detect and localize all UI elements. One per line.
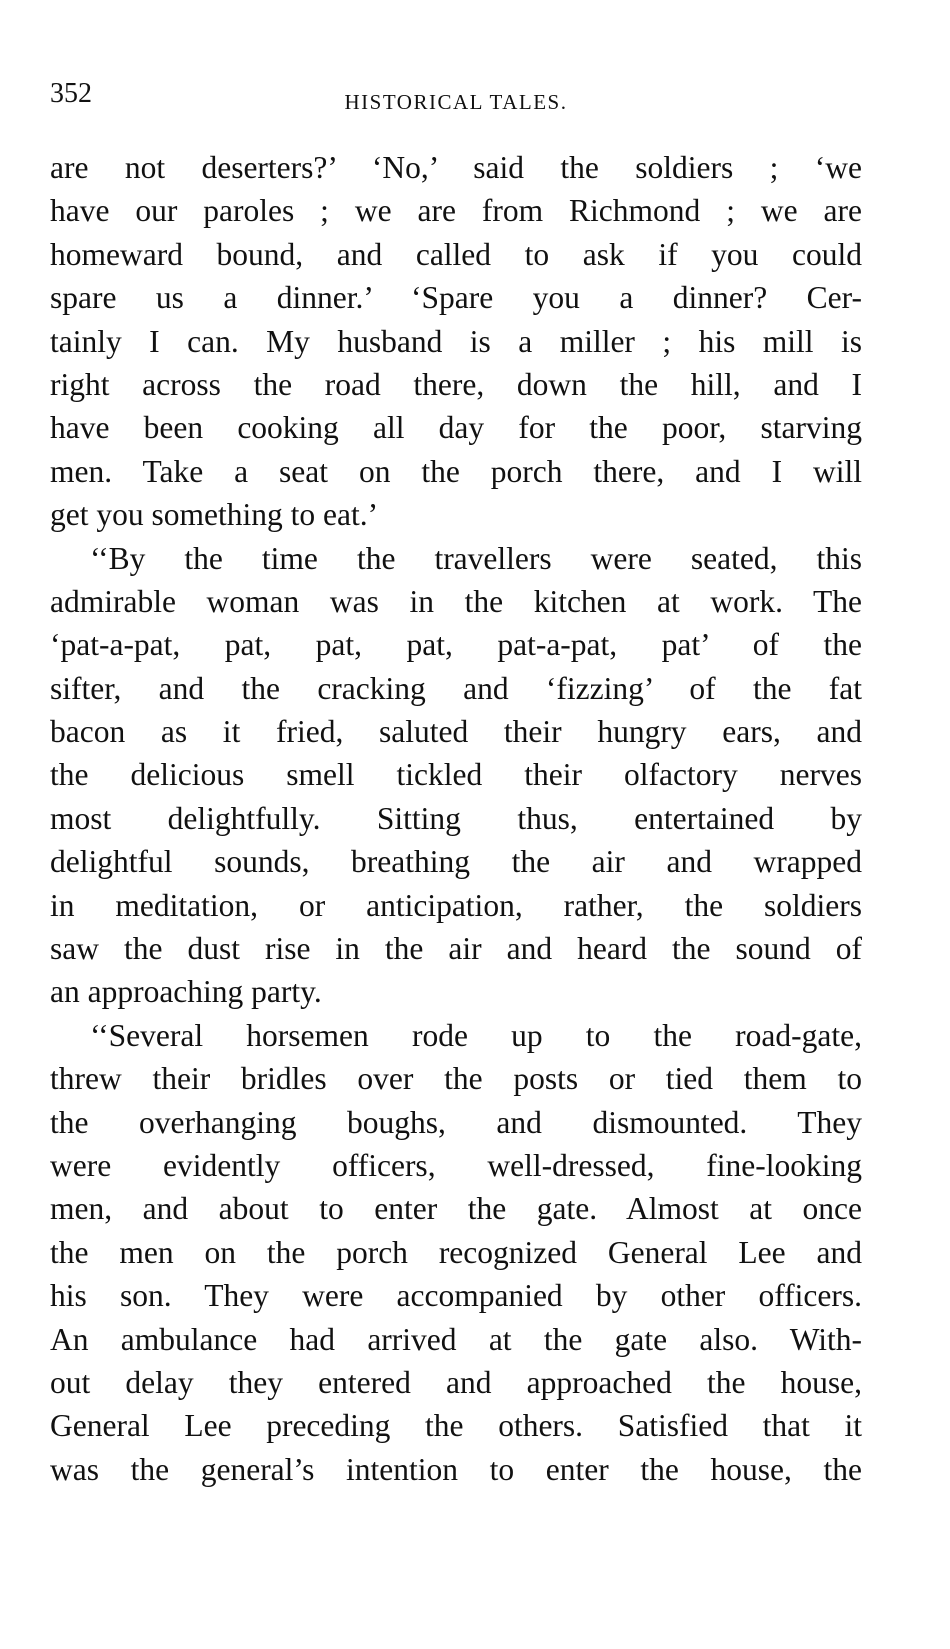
text-line: men. Take a seat on the porch there, and I will — [50, 453, 862, 489]
text-line: General Lee preceding the others. Satisfied that it — [50, 1408, 862, 1444]
text-line: spare us a dinner.’ ‘Spare you a dinner? Cer- — [50, 280, 862, 316]
text-line: ‘pat-a-pat, pat, pat, pat, pat-a-pat, pat’ of the — [50, 627, 862, 663]
paragraph — [50, 146, 862, 537]
text-line: out delay they entered and approached the house, — [50, 1364, 862, 1400]
text-line: an approaching party. — [50, 974, 322, 1010]
text-line: his son. They were accompanied by other officers. — [50, 1278, 862, 1314]
text-line: get you something to eat.’ — [50, 497, 379, 533]
body-text — [50, 146, 862, 1491]
text-line: were evidently officers, well-dressed, fine-looking — [50, 1147, 862, 1183]
text-line: admirable woman was in the kitchen at work. The — [50, 583, 862, 619]
text-line: right across the road there, down the hill, and I — [50, 366, 862, 402]
running-title: HISTORICAL TALES. — [344, 90, 568, 114]
text-line: ‘‘By the time the travellers were seated, this — [90, 540, 862, 576]
text-line: most delightfully. Sitting thus, entertained by — [50, 800, 862, 836]
text-line: threw their bridles over the posts or tied them to — [50, 1061, 862, 1097]
text-line: are not deserters?’ ‘No,’ said the soldiers ; ‘we — [50, 150, 862, 185]
paragraph — [50, 1014, 862, 1491]
text-line: sifter, and the cracking and ‘fizzing’ of the fat — [50, 670, 862, 706]
text-line: in meditation, or anticipation, rather, the soldiers — [50, 887, 862, 923]
paragraph — [50, 537, 862, 1014]
text-line: ‘‘Several horsemen rode up to the road-gate, — [90, 1017, 862, 1053]
running-head — [50, 80, 862, 120]
text-line: homeward bound, and called to ask if you could — [50, 236, 862, 272]
text-line: delightful sounds, breathing the air and wrapped — [50, 844, 862, 880]
text-line: bacon as it fried, saluted their hungry ears, and — [50, 714, 862, 750]
text-line: the men on the porch recognized General Lee and — [50, 1234, 862, 1270]
text-line: have our paroles ; we are from Richmond ; we are — [50, 193, 862, 229]
text-line: the delicious smell tickled their olfactory nerves — [50, 757, 862, 793]
text-line: the overhanging boughs, and dismounted. They — [50, 1104, 862, 1140]
text-line: was the general’s intention to enter the house, the — [50, 1451, 862, 1487]
text-line: men, and about to enter the gate. Almost at once — [50, 1191, 862, 1227]
text-line: An ambulance had arrived at the gate also. With- — [50, 1321, 862, 1357]
text-line: saw the dust rise in the air and heard the sound of — [50, 931, 862, 967]
text-line: tainly I can. My husband is a miller ; his mill is — [50, 323, 862, 359]
page-number: 352 — [50, 78, 92, 109]
text-line: have been cooking all day for the poor, starving — [50, 410, 862, 446]
